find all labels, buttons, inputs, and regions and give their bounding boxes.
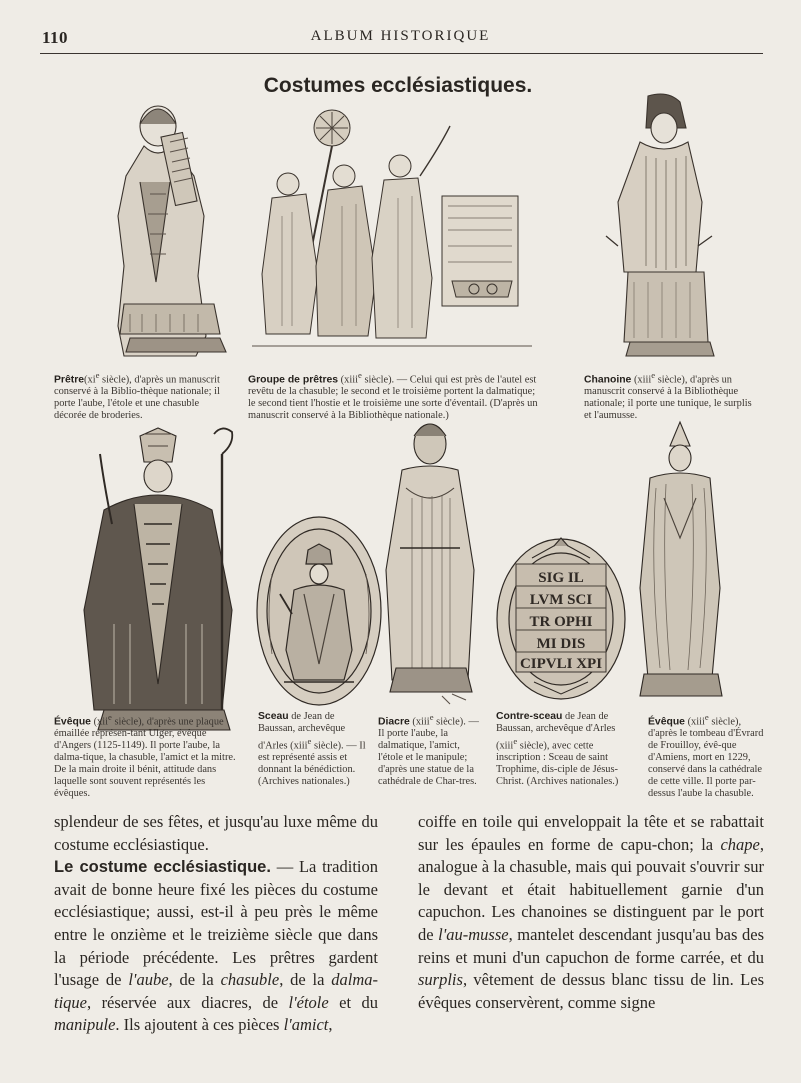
body-column-left: [54, 811, 378, 1037]
caption-diacre: Diacre (xiii$^e$ siècle). — Il porte l'aube, la dalmatique, l'amict, l'étole et le manipule; d'après une statue de la cathédrale de Char-tres.: [378, 712, 479, 788]
illustration-groupe-de-pretres: [252, 106, 532, 366]
section-title: Costumes ecclésiastiques.: [263, 74, 533, 97]
body-right-paragraph: coiffe en toile qui enveloppait la tête et se rabattait sur les épaules en forme de capu-chon; la chape, analogue à la chasuble, mais qui pouvait s'ouvrir sur le devant et était habituellement garnie d'un capuchon. Les chanoines se distinguent par le port de l'au-musse, mantelet descendant jusqu'au bas des reins et muni d'un capuchon de forme carrée, et du surplis, vêtement de dessus blanc tissu de lin. Les évêques conservèrent, comme signe: [418, 812, 764, 1012]
caption-eveque-evrard: Évêque (xiii$^e$ siècle), d'après le tombeau d'Évrard de Frouilloy, évê-que d'Amiens, mort en 1229, conservé dans la cathédrale de cette ville. Il porte par-dessus l'aube la chasuble.: [648, 712, 764, 800]
seal-line-1: SIG IL: [538, 570, 584, 586]
illustration-sceau: [254, 514, 384, 708]
illustration-diacre: [376, 418, 484, 708]
caption-sceau: Sceau de Jean de Baussan, archevêque d'Arles (xiii$^e$ siècle). — Il est représenté assis et donnant la bénédiction. (Archives nationales.): [258, 711, 366, 788]
caption-pretre-name: Prêtre: [54, 374, 85, 386]
caption-groupe-de-pretres: Groupe de prêtres (xiii$^e$ siècle). — Celui qui est près de l'autel est revêtu de la chasuble; le second et le troisième portent la dalmatique; le second tient l'hostie et le troisième une sorte d'éventail. (D'après un manuscrit conservé à la Bibliothèque nationale.): [248, 370, 538, 422]
illustration-eveque-evrard: [634, 418, 726, 708]
caption-chanoine-name: Chanoine: [584, 374, 632, 386]
running-title: ALBUM HISTORIQUE: [310, 28, 491, 44]
subheading-costume: Le costume ecclésiastique.: [54, 858, 271, 877]
seal-line-4: MI DIS: [536, 636, 586, 652]
caption-eveque-ulger: Évêque (xii$^e$ siècle), d'après une plaque émaillée représen-tant Ulger, évêque d'Angers (1125-1149). Il porte l'aube, la dalma-tique, la chasuble, l'amict et la mitre. De la main droite il bénit, attitude dans laquelle sont souvent représentés les évêques.: [54, 712, 236, 800]
seal-line-2: LVM SCI: [529, 592, 593, 608]
page-number: 110: [42, 28, 69, 47]
illustration-chanoine: [594, 86, 722, 366]
caption-pretre: $Prêtre(xi^e$ siècle), d'après un manuscrit conservé à la Biblio-thèque nationale; il porte l'aube, l'étole et une chasuble décorée de broderies.: [54, 370, 220, 422]
body-left-paragraph: splendeur de ses fêtes, et jusqu'au luxe même du costume ecclésiastique. Le costume ecclésiastique. — La tradition avait de bonne heure fixé les pièces du costume ecclésiastique; aussi, est-il à peu près le même entre le onzième et le treizième siècle que dans la période précédente. Les prêtres gardent l'usage de l'aube, de la chasuble, de la dalma-tique, réservée aux diacres, de l'étole et du manipule. Ils ajoutent à ces pièces l'amict,: [54, 812, 379, 1035]
seal-line-3: TR OPHI: [529, 614, 593, 630]
caption-sceau-name: Sceau: [258, 711, 289, 722]
illustration-pretre: [100, 84, 236, 366]
illustration-eveque-ulger: [74, 424, 242, 738]
caption-contre-sceau-name: Contre-sceau: [496, 711, 563, 722]
caption-contre-sceau: Contre-sceau de Jean de Baussan, archevêque d'Arles (xiii$^e$ siècle), avec cette inscription : Sceau de saint Trophime, dis-ciple de Jésus-Christ. (Archives nationales.): [496, 711, 619, 788]
caption-chanoine: Chanoine (xiii$^e$ siècle), d'après un manuscrit conservé à la Bibliothèque nationale; il porte une tunique, le surplis et l'aumusse.: [584, 370, 752, 422]
body-column-right: [418, 811, 764, 1014]
illustration-contre-sceau: [494, 536, 628, 702]
caption-groupe-name: Groupe de prêtres: [248, 374, 339, 386]
seal-line-5: CIPVLI XPI: [519, 656, 603, 672]
caption-diacre-name: Diacre: [378, 716, 410, 728]
caption-eveque-ulger-name: Évêque: [54, 716, 91, 728]
header-rule: [40, 53, 763, 54]
caption-eveque-evrard-name: Évêque: [648, 716, 685, 728]
